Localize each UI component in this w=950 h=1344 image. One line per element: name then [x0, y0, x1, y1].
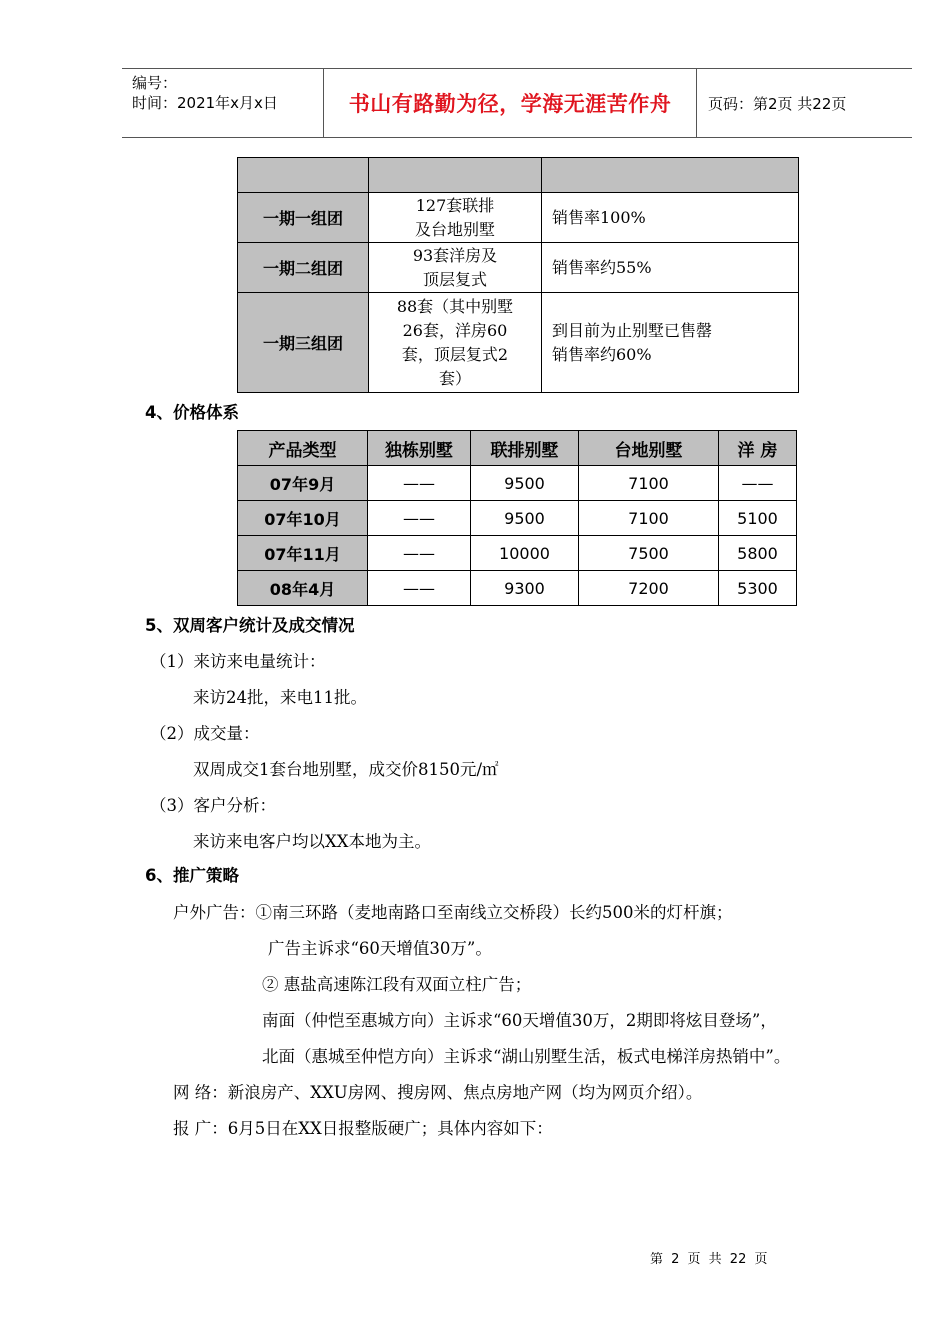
product-line: 套）: [438, 368, 471, 388]
sub1-text: 来访24批，来电11批。: [193, 688, 367, 707]
time-label: 时间：2021年x月x日: [132, 94, 278, 112]
outdoor-line-2: 广告主诉求“60天增值30万”。: [268, 939, 492, 958]
table-cell: 5800: [719, 536, 797, 571]
table-row: [238, 193, 799, 243]
row-label: 08年4月: [238, 571, 368, 606]
table-cell: ——: [368, 571, 471, 606]
section-5-title: 5、双周客户统计及成交情况: [145, 616, 355, 635]
section-6-title: 6、推广策略: [145, 866, 239, 885]
product-line: 及台地别墅: [414, 219, 495, 239]
product-cell: [369, 293, 542, 393]
status-line: 到目前为止别墅已售罄: [552, 320, 713, 340]
status-line: 销售率100%: [552, 207, 646, 227]
outdoor-line-5: 北面（惠城至仲恺方向）主诉求“湖山别墅生活，板式电梯洋房热销中”。: [262, 1047, 791, 1066]
sub1-title: （1）来访来电量统计：: [150, 652, 326, 671]
table-row: [238, 158, 799, 193]
status-line: 销售率约55%: [552, 257, 652, 277]
status-cell: [542, 243, 799, 293]
product-line: 93套洋房及: [412, 245, 498, 265]
table-cell: 5300: [719, 571, 797, 606]
status-line: 销售率约60%: [552, 344, 652, 364]
product-line: 26套，洋房60: [402, 320, 508, 340]
table-cell: [238, 158, 369, 193]
table-cell: ——: [368, 466, 471, 501]
header-motto: 书山有路勤为径，学海无涯苦作舟: [348, 92, 672, 116]
outdoor-line-3: ② 惠盐高速陈江段有双面立柱广告；: [262, 975, 532, 994]
group-label: 一期二组团: [238, 243, 369, 293]
table-cell: ——: [719, 466, 797, 501]
number-label: 编号：: [132, 74, 178, 92]
table-cell: 5100: [719, 501, 797, 536]
web-line: 网 络：新浪房产、XXU房网、搜房网、焦点房地产网（均为网页介绍）。: [173, 1083, 703, 1102]
section-4-title: 4、价格体系: [145, 403, 239, 422]
sub2-text: 双周成交1套台地别墅，成交价8150元/㎡: [193, 760, 499, 779]
table-cell: ——: [368, 536, 471, 571]
newspaper-line: 报 广：6月5日在XX日报整版硬广；具体内容如下：: [173, 1119, 553, 1138]
table-row: [238, 243, 799, 293]
product-line: 套，顶层复式2: [401, 344, 509, 364]
table-header-row: [238, 431, 797, 466]
group-label: 一期三组团: [238, 293, 369, 393]
table-row: [238, 501, 797, 536]
table-row: [238, 571, 797, 606]
status-cell: [542, 193, 799, 243]
header-meta: [132, 73, 322, 113]
header-page-label: 页码：第2页 共22页: [708, 94, 847, 113]
sales-table: [237, 157, 799, 393]
row-label: 07年10月: [238, 501, 368, 536]
column-header: 台地别墅: [579, 431, 719, 466]
outdoor-line-1: 户外广告：①南三环路（麦地南路口至南线立交桥段）长约500米的灯杆旗；: [173, 903, 733, 922]
product-cell: [369, 193, 542, 243]
sub3-text: 来访来电客户均以XX本地为主。: [193, 832, 431, 851]
table-cell: 9500: [471, 466, 579, 501]
table-cell: 7500: [579, 536, 719, 571]
product-cell: [369, 243, 542, 293]
product-line: 顶层复式: [422, 269, 487, 289]
table-cell: 7100: [579, 466, 719, 501]
table-cell: [369, 158, 542, 193]
column-header: 洋 房: [719, 431, 797, 466]
outdoor-line-4: 南面（仲恺至惠城方向）主诉求“60天增值30万，2期即将炫目登场”，: [262, 1011, 777, 1030]
column-header: 产品类型: [238, 431, 368, 466]
table-cell: [542, 158, 799, 193]
group-label: 一期一组团: [238, 193, 369, 243]
table-row: [238, 293, 799, 393]
sub3-title: （3）客户分析：: [150, 796, 276, 815]
table-cell: 9500: [471, 501, 579, 536]
table-cell: 10000: [471, 536, 579, 571]
column-header: 独栋别墅: [368, 431, 471, 466]
table-row: [238, 536, 797, 571]
row-label: 07年11月: [238, 536, 368, 571]
row-label: 07年9月: [238, 466, 368, 501]
table-cell: 9300: [471, 571, 579, 606]
product-line: 88套（其中别墅: [396, 296, 514, 316]
table-cell: ——: [368, 501, 471, 536]
page-header: [122, 68, 912, 138]
header-divider: [696, 69, 697, 137]
table-cell: 7100: [579, 501, 719, 536]
page-footer: 第 2 页 共 22 页: [650, 1252, 768, 1267]
table-cell: 7200: [579, 571, 719, 606]
price-table: [237, 430, 797, 606]
product-line: 127套联排: [415, 195, 495, 215]
table-row: [238, 466, 797, 501]
column-header: 联排别墅: [471, 431, 579, 466]
status-cell: [542, 293, 799, 393]
sub2-title: （2）成交量：: [150, 724, 260, 743]
